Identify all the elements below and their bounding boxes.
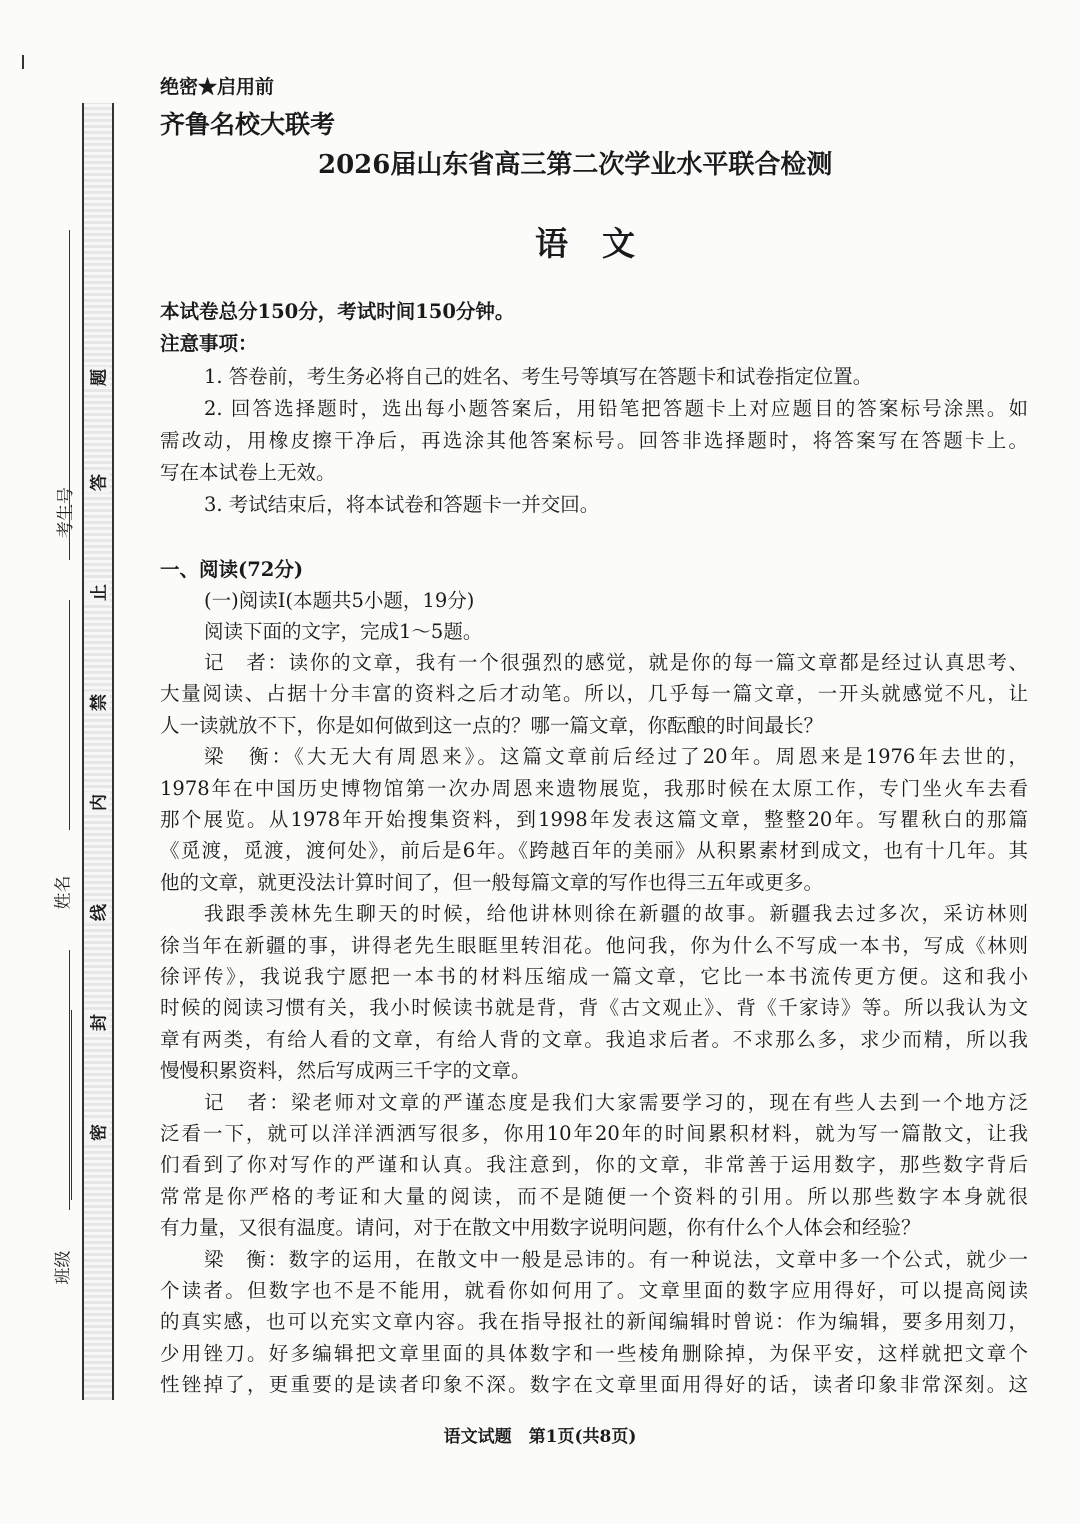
paragraph-line: 他的文章，就更没法计算时间了，但一般每篇文章的写作也得三五年或更多。 [160, 870, 824, 894]
paragraph-line: 人一读就放不下，你是如何做到这一点的？哪一篇文章，你酝酿的时间最长？ [160, 713, 824, 737]
paragraph-line: 慢慢积累资料，然后写成两三千字的文章。 [160, 1059, 531, 1083]
notice-item: 2. 回答选择题时，选出每小题答案后，用铅笔把答题卡上对应题目的答案标号涂黑。如 [204, 397, 1028, 420]
name-label: 姓名 [53, 875, 74, 910]
binding-strip-char: 内 [85, 792, 110, 814]
binding-strip-char: 答 [85, 472, 110, 494]
paragraph-line: 章有两类，有给人看的文章，有给人背的文章。我追求后者。不求那么多，求少而精，所以我 [160, 1027, 1028, 1051]
binding-strip-char: 封 [85, 1012, 110, 1034]
paragraph-line: 梁 衡：数字的运用，在散文中一般是忌讳的。有一种说法，文章中多一个公式，就少一 [204, 1247, 1028, 1271]
paragraph-line: 徐评传》，我说我宁愿把一本书的材料压缩成一篇文章，它比一本书流传更方便。这和我小 [160, 965, 1028, 988]
reading-instruction: 阅读下面的文字，完成1～5题。 [204, 620, 483, 643]
binding-strip [82, 103, 114, 1400]
class-label: 班级 [53, 1250, 74, 1285]
paragraph-line: 梁 衡：《大无大有周恩来》。这篇文章前后经过了20年。周恩来是1976年去世的， [204, 745, 1028, 769]
score-line: 本试卷总分150分，考试时间150分钟。 [160, 300, 515, 323]
paragraph-line: 常常是你严格的考证和大量的阅读，而不是随便一个资料的引用。所以那些数字本身就很 [160, 1184, 1028, 1208]
binding-strip-char: 密 [85, 1122, 110, 1144]
exam-title: 2026届山东省高三第二次学业水平联合检测 [318, 150, 833, 180]
paragraph-line: 个读者。但数字也不是不能用，就看你如何用了。文章里面的数字应用得好，可以提高阅读 [160, 1279, 1028, 1302]
subject-title: 语文 [535, 224, 669, 263]
name-line-2 [69, 950, 70, 1210]
paragraph-line: 性锉掉了，更重要的是读者印象不深。数字在文章里面用得好的话，读者印象非常深刻。这 [160, 1373, 1028, 1397]
paragraph-line: 《觅渡，觅渡，渡何处》，前后是6年。《跨越百年的美丽》从积累素材到成文，也有十几年。其 [160, 839, 1028, 863]
notice-item: 1. 答卷前，考生务必将自己的姓名、考生号等填写在答题卡和试卷指定位置。 [204, 365, 873, 388]
subsection-heading: (一)阅读Ⅰ(本题共5小题，19分) [204, 589, 475, 612]
paragraph-line: 有力量，又很有温度。请问，对于在散文中用数字说明问题，你有什么个人体会和经验？ [160, 1216, 921, 1240]
page-footer: 语文试题 第1页(共8页) [443, 1427, 637, 1447]
secret-label: 绝密★启用前 [160, 76, 275, 98]
binding-strip-char: 线 [85, 902, 110, 924]
notice-item: 需改动，用橡皮擦干净后，再选涂其他答案标号。回答非选择题时，将答案写在答题卡上。 [160, 429, 1028, 452]
notice-item: 写在本试卷上无效。 [160, 461, 336, 484]
paragraph-line: 徐当年在新疆的事，讲得老先生眼眶里转泪花。他问我，你为什么不写成一本书，写成《林则 [160, 933, 1028, 957]
exam-number-label: 考生号 [56, 487, 76, 538]
binding-strip-char: 禁 [85, 692, 110, 714]
paragraph-line: 我跟季羡林先生聊天的时候，给他讲林则徐在新疆的故事。新疆我去过多次，采访林则 [204, 902, 1028, 926]
paragraph-line: 记 者：梁老师对文章的严谨态度是我们大家需要学习的，现在有些人去到一个地方泛 [204, 1090, 1028, 1114]
notice-heading: 注意事项： [160, 332, 258, 355]
class-line [71, 1010, 72, 1200]
paragraph-line: 的真实感，也可以充实文章内容。我在指导报社的新闻编辑时曾说：作为编辑，要多用刻刀， [160, 1310, 1028, 1334]
notice-item: 3. 考试结束后，将本试卷和答题卡一并交回。 [204, 493, 600, 516]
paragraph-line: 泛看一下，就可以洋洋洒洒写很多，你用10年20年的时间累积材料，就为写一篇散文，让我 [160, 1122, 1028, 1145]
paragraph-line: 记 者：读你的文章，我有一个很强烈的感觉，就是你的每一篇文章都是经过认真思考、 [204, 651, 1028, 674]
paragraph-line: 少用锉刀。好多编辑把文章里面的具体数字和一些棱角删除掉，为保平安，这样就把文章个 [160, 1341, 1028, 1365]
scan-mark [22, 55, 24, 69]
paragraph-line: 们看到了你对写作的严谨和认真。我注意到，你的文章，非常善于运用数字，那些数字背后 [160, 1153, 1028, 1177]
paragraph-line: 大量阅读、占据十分丰富的资料之后才动笔。所以，几乎每一篇文章，一开头就感觉不凡，让 [160, 682, 1028, 706]
exam-league: 齐鲁名校大联考 [160, 110, 336, 139]
paragraph-line: 1978年在中国历史博物馆第一次办周恩来遗物展览，我那时候在太原工作，专门坐火车去看 [160, 776, 1028, 800]
binding-strip-char: 题 [85, 367, 110, 389]
section-heading: 一、阅读(72分) [160, 558, 304, 581]
name-line [69, 600, 70, 830]
binding-strip-char: 止 [85, 582, 110, 604]
paragraph-line: 时候的阅读习惯有关，我小时候读书就是背，背《古文观止》、背《千家诗》等。所以我认为文 [160, 996, 1028, 1020]
paragraph-line: 那个展览。从1978年开始搜集资料，到1998年发表这篇文章，整整20年。写瞿秋白的那篇 [160, 808, 1028, 831]
